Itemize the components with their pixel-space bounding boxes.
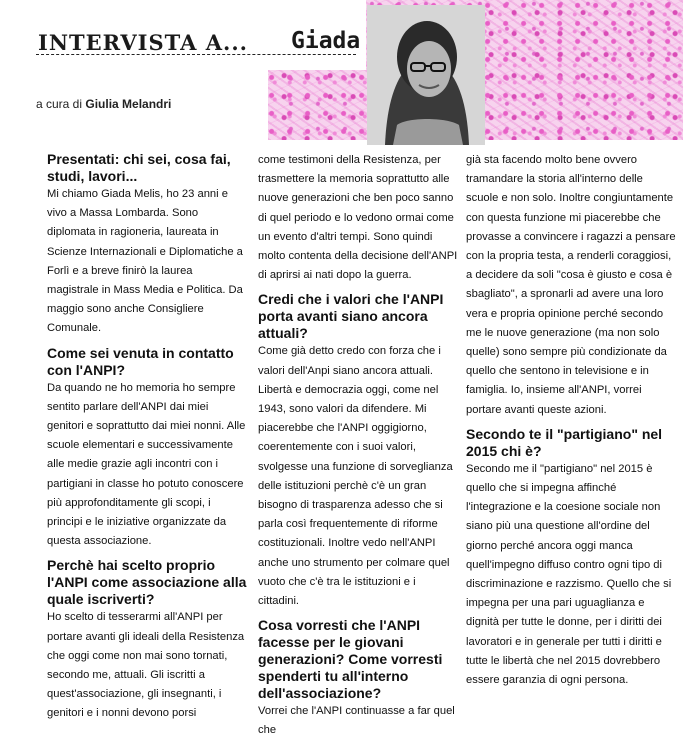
answer-1: Mi chiamo Giada Melis, ho 23 anni e vivo a Massa Lombarda. Sono diplomata in ragioneria, laureata in Scienze Internazionali e Diplomatiche a Forlì e a breve finirò la laurea magistrale in Mass Media e Politica. Da maggio sono anche Consigliere Comunale. bbox=[47, 188, 243, 335]
question-5: Cosa vorresti che l'ANPI facesse per le giovani generazioni? Come vorresti spenderti tu all'interno dell'associazione? bbox=[258, 617, 443, 702]
answer-3: Ho scelto di tesserarmi all'ANPI per portare avanti gli ideali della Resistenza che oggi come non mai sono tornati, secondo me, attuali. Gli iscritti a quest'associazione, gli insegnanti, i genitori e i nonni devono porsi bbox=[47, 611, 245, 720]
title-underline bbox=[36, 54, 356, 55]
portrait-photo bbox=[367, 5, 485, 145]
column-3 bbox=[466, 151, 676, 690]
question-4: Credi che i valori che l'ANPI porta avanti siano ancora attuali? bbox=[258, 291, 444, 342]
byline bbox=[36, 97, 171, 111]
interviewee-name: Giada bbox=[291, 28, 361, 54]
question-3: Perchè hai scelto proprio l'ANPI come associazione alla quale iscriverti? bbox=[47, 557, 247, 608]
column-1 bbox=[47, 151, 247, 724]
answer-6: Secondo me il "partigiano" nel 2015 è quello che si impegna affinché l'integrazione e la coesione sociale non siano più una questione all'ordine del giorno perché ancora oggi manca quell'impegno diffuso contro ogni tipo di discriminazione e razzismo. Quello che si impegna per una pari uguaglianza e dignità per tutte le donne, per i diritti dei lavoratori e in generale per tutti i diritti e tutte le libertà che nel 2015 dovrebbero essere garanzia di ogni persona. bbox=[466, 462, 672, 687]
question-1: Presentati: chi sei, cosa fai, studi, lavori... bbox=[47, 151, 231, 184]
answer-3-continued: come testimoni della Resistenza, per trasmettere la memoria soprattutto alle nuove generazioni che ben poco sanno di quel periodo e lo vedono ormai come un evento d'altri tempi. Sono quindi molto contenta della decisione dell'ANPI di aprirsi ai nati dopo la guerra. bbox=[258, 154, 458, 282]
column-2 bbox=[258, 151, 458, 741]
answer-5-continued: già sta facendo molto bene ovvero tramandare la storia all'interno delle scuole e non solo. Inoltre congiuntamente con questa funzione mi piacerebbe che provasse a convincere i ragazzi a pensare con la propria testa, a renderli coraggiosi, a decidere da soli "cosa è giusto e cosa è sbagliato", a spronarli ad avere una loro vera e propria opinione perché secondo me le nuove generazione (ma non solo quelle) sono sempre più condizionate da quello che sentono in televisione e in famiglia. Io, insieme all'ANPI, vorrei portare avanti queste azioni. bbox=[466, 154, 676, 416]
answer-2: Da quando ne ho memoria ho sempre sentito parlare dell'ANPI dai miei genitori e soprattutto dai miei nonni. Alle scuole elementari e successivamente alle medie grazie agli incontri con i partigiani in classe ho potuto conoscere più approfonditamente gli scopi, i principi e le iniziative organizzate da questa associazione. bbox=[47, 381, 246, 548]
question-6: Secondo te il "partigiano" nel 2015 chi è? bbox=[466, 425, 663, 459]
page-title: INTERVISTA A... bbox=[38, 30, 248, 55]
portrait-image bbox=[367, 5, 485, 145]
byline-author: Giulia Melandri bbox=[85, 97, 172, 111]
answer-4: Come già detto credo con forza che i valori dell'Anpi siano ancora attuali. Libertà e democrazia oggi, come nel 1943, sono valori da difendere. Mi piacerebbe che l'ANPI oggigiorno, coerentemente con i suoi valori, svolgesse una funzione di sorveglianza delle istituzioni perchè c'è un gran bisogno di trasparenza adesso che si parla così frequentemente di riforme costituzionali. Inoltre vedo nell'ANPI anche uno strumento per colmare quel vuoto che c'è tra le istituzioni e i cittadini. bbox=[258, 345, 453, 608]
question-2: Come sei venuta in contatto con l'ANPI? bbox=[47, 344, 234, 378]
answer-5: Vorrei che l'ANPI continuasse a far quel che bbox=[258, 705, 455, 737]
byline-prefix: a cura di bbox=[36, 97, 83, 111]
